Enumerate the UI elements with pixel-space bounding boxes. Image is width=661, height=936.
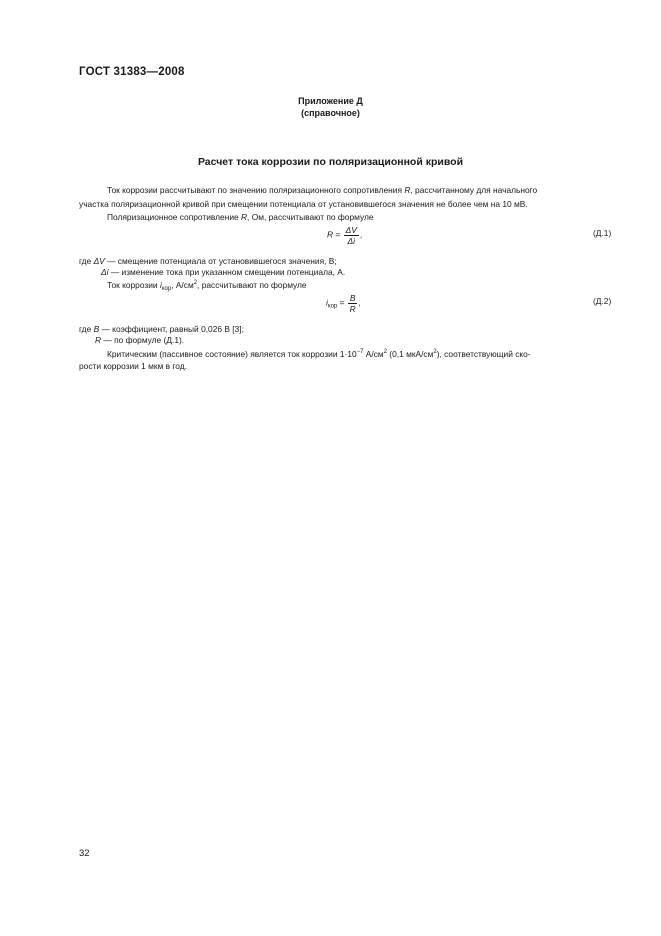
where-2-b-text: — коэффициент, равный 0,026 В [3]; <box>101 324 244 334</box>
formula-2 <box>326 293 361 314</box>
p2-text-a: Поляризационное сопротивление <box>107 212 241 222</box>
p3-sup: 2 <box>193 280 198 286</box>
formula-2-fraction <box>348 293 361 314</box>
appendix-note: (справочное) <box>301 108 360 118</box>
standard-header: ГОСТ 31383—2008 <box>79 66 185 78</box>
where-2-r-text: — по формуле (Д.1). <box>103 335 185 345</box>
where-2-b-symbol: B <box>93 324 100 334</box>
section-title: Расчет тока коррозии по поляризационной кривой <box>197 156 464 168</box>
where-2-lead: где <box>79 324 92 334</box>
page-number: 32 <box>79 848 90 859</box>
p3-text-c: , рассчитывают по формуле <box>197 280 307 290</box>
appendix-title: Приложение Д <box>298 96 363 106</box>
formula-1-tail: , <box>359 229 363 240</box>
where-2-line-1 <box>79 324 244 334</box>
p4-text-a: Критическим (пассивное состояние) является ток коррозии 1·10 <box>107 349 357 359</box>
formula-1 <box>327 225 362 246</box>
p4-sup-1: 2 <box>383 349 387 355</box>
formula-2-tail: , <box>358 297 361 308</box>
paragraph-2 <box>107 212 374 222</box>
p4-text-c: (0,1 мкА/см <box>386 349 434 359</box>
p2-var-r: R <box>240 212 248 222</box>
paragraph-1-line-1 <box>107 185 537 195</box>
p4-sup-2: 2 <box>433 349 437 355</box>
paragraph-4-line-2: рости коррозии 1 мкм в год. <box>79 361 187 371</box>
p1-text-a: Ток коррозии рассчитывают по значению поляризационного сопротивления <box>107 185 405 195</box>
where-1-dv-text: — смещение потенциала от установившегося значения, В; <box>107 256 337 266</box>
where-1-lead: где <box>79 256 92 266</box>
formula-2-lhs: i <box>326 297 328 308</box>
formula-2-lhs-sub: кор <box>327 303 338 310</box>
p3-text-b: , А/см <box>171 280 194 290</box>
formula-2-denominator: R <box>349 304 356 314</box>
where-1-line-1 <box>79 256 337 266</box>
where-1-dv-symbol: ΔV <box>93 256 105 266</box>
formula-1-numerator: ΔV <box>345 225 357 235</box>
p1-var-r: R <box>404 185 411 195</box>
p3-sub: кор <box>161 286 172 292</box>
paragraph-4-line-1 <box>107 349 531 359</box>
where-2-r-symbol: R <box>95 335 102 345</box>
where-2-line-2 <box>95 335 184 345</box>
formula-2-eq: = <box>339 297 345 308</box>
p2-text-b: , Ом, рассчитывают по формуле <box>247 212 374 222</box>
formula-1-eq: = <box>335 229 341 240</box>
formula-1-denominator: Δi <box>347 236 355 246</box>
formula-2-number: (Д.2) <box>593 296 612 306</box>
formula-1-lhs: R <box>327 229 334 240</box>
p3-text-a: Ток коррозии <box>107 280 160 290</box>
p3-var-i: i <box>159 280 162 290</box>
where-1-di-symbol: Δi <box>101 267 109 277</box>
p4-text-d: ), соответствующий ско- <box>436 349 531 359</box>
p4-text-b: А/см <box>363 349 384 359</box>
formula-2-numerator: B <box>349 293 356 303</box>
where-1-di-text: — изменение тока при указанном смещении потенциала, А. <box>110 267 346 277</box>
where-1-line-2 <box>101 267 345 277</box>
formula-1-number: (Д.1) <box>593 228 612 238</box>
formula-1-fraction <box>344 225 359 246</box>
p4-exponent: −7 <box>356 349 364 355</box>
p1-text-b: , рассчитанному для начального <box>410 185 538 195</box>
paragraph-1-line-2: участка поляризационной кривой при смещении потенциала от установившегося значения не более чем на 10 мВ. <box>79 199 528 209</box>
paragraph-3 <box>107 280 307 290</box>
